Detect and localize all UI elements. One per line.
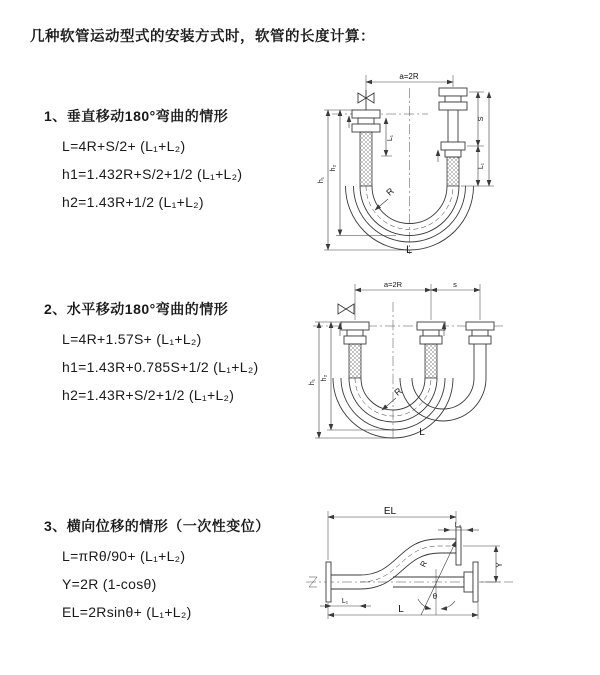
left-hose-fitting (341, 322, 369, 378)
dim-label-h1: h₁ (309, 378, 316, 386)
section-3-heading: 3、横向位移的情形（一次性变位） (44, 518, 270, 534)
formula-h1: h1=1.432R+S/2+1/2 (L₁+L₂) (62, 166, 243, 182)
diagram-3-drawing (298, 503, 600, 655)
dim-label-a2r: a=2R (399, 72, 419, 81)
valve-icon (338, 304, 354, 314)
hose-u-arcs-shifted (400, 378, 486, 421)
valve-icon (358, 90, 374, 110)
dimension-s-shift (431, 280, 480, 290)
dimension-a2r (355, 280, 480, 320)
middle-hose-fitting (417, 322, 445, 378)
dim-label-h2: h₂ (321, 374, 328, 382)
dimension-l1-left (381, 118, 394, 156)
section-horizontal-movement (44, 299, 259, 403)
dimension-a2r (366, 72, 453, 90)
dimension-el (328, 506, 456, 560)
dim-label-theta: θ (432, 592, 438, 601)
section-2-heading: 2、水平移动180°弯曲的情形 (44, 301, 229, 317)
diagram-1-drawing (308, 68, 592, 264)
dim-label-el: EL (383, 506, 397, 517)
formula-y: Y=2R (1-cosθ) (62, 576, 157, 592)
formula-h2: h2=1.43R+S/2+1/2 (L₁+L₂) (62, 387, 235, 403)
formula-h2: h2=1.43R+1/2 (L₁+L₂) (62, 194, 204, 210)
dim-label-a2r: a=2R (383, 280, 403, 289)
diagram-2-drawing (303, 278, 600, 446)
dim-label-r: R (418, 559, 430, 569)
formula-el: EL=2Rsinθ+ (L₁+L₂) (62, 604, 192, 620)
dimension-s (467, 92, 485, 146)
dim-label-h2: h₂ (330, 164, 337, 172)
dimension-l2 (438, 522, 479, 530)
dim-label-r: R (384, 185, 396, 198)
section-vertical-movement (44, 106, 242, 210)
dim-label-l1: L₁ (341, 598, 349, 605)
dim-label-l1-left: L₁ (387, 134, 394, 142)
dim-label-s-shift: s (453, 280, 457, 289)
shifted-hose-fitting (466, 322, 494, 378)
dim-label-h1: h₁ (318, 176, 325, 184)
dim-label-s: S (476, 116, 485, 122)
formula-l: L=4R+S/2+ (L₁+L₂) (62, 138, 186, 154)
left-hose-fitting (352, 110, 380, 186)
section-lateral-displacement (44, 516, 270, 620)
page-title: 几种软管运动型式的安装方式时，软管的长度计算： (30, 29, 375, 45)
dim-label-l: L (419, 427, 425, 438)
right-hose-fitting (439, 88, 467, 186)
diagram-lateral-displacement (298, 503, 600, 655)
formula-l: L=4R+1.57S+ (L₁+L₂) (62, 331, 202, 347)
formula-h1: h1=1.43R+0.785S+1/2 (L₁+L₂) (62, 359, 259, 375)
dim-label-r: R (392, 385, 404, 398)
dimension-l (328, 603, 478, 619)
section-1-heading: 1、垂直移动180°弯曲的情形 (44, 108, 229, 124)
dim-label-l: L (398, 604, 404, 615)
dim-label-l: L (405, 244, 413, 256)
dim-label-l2: L₂ (454, 522, 462, 529)
diagram-horizontal-180-bend (303, 278, 600, 446)
formula-l: L=πRθ/90+ (L₁+L₂) (62, 548, 186, 564)
dim-label-y: Y (495, 562, 504, 568)
diagram-vertical-180-bend (308, 68, 592, 264)
dim-label-l1-right: L₁ (478, 162, 485, 170)
radius-construction (418, 541, 456, 615)
hose-s-curve (360, 527, 461, 589)
